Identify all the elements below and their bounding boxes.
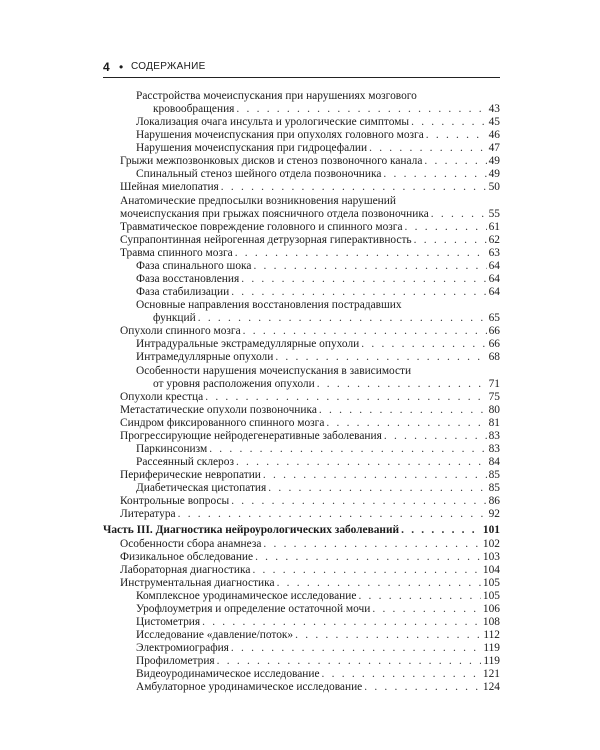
toc-entry[interactable]: Локализация очага инсульта и урологические симптомы . . . 45 xyxy=(136,115,500,129)
toc-entry[interactable]: Травма спинного мозга . . . 63 xyxy=(120,246,500,260)
toc-entry[interactable]: Исследование «давление/поток» . . . 112 xyxy=(136,628,500,642)
toc-entry[interactable]: Фаза восстановления . . . 64 xyxy=(136,272,500,286)
toc-entry[interactable]: Рассеянный склероз . . . 84 xyxy=(136,455,500,469)
toc-entry[interactable]: Травматическое повреждение головного и спинного мозга . . . 61 xyxy=(120,220,500,234)
page-number: 4 xyxy=(103,60,110,74)
toc-entry[interactable]: функций . . . 65 xyxy=(153,311,500,325)
toc-entry[interactable]: Фаза спинального шока . . . 64 xyxy=(136,259,500,273)
toc-entry[interactable]: Контрольные вопросы . . . 86 xyxy=(120,494,500,508)
toc-entry[interactable]: Синдром фиксированного спинного мозга . . . 81 xyxy=(120,416,500,430)
toc-entry[interactable]: Электромиография . . . 119 xyxy=(136,641,500,655)
toc-entry[interactable]: Диабетическая цистопатия . . . 85 xyxy=(136,481,500,495)
toc-entry[interactable]: Метастатические опухоли позвоночника . . . 80 xyxy=(120,403,500,417)
toc-entry[interactable]: Нарушения мочеиспускания при гидроцефалии . . . 47 xyxy=(136,141,500,155)
toc-entry[interactable]: Прогрессирующие нейродегенеративные заболевания . . . 83 xyxy=(120,429,500,443)
toc-entry[interactable]: Инструментальная диагностика . . . 105 xyxy=(120,576,500,590)
toc-entry[interactable]: Интрамедуллярные опухоли . . . 68 xyxy=(136,350,500,364)
toc-part-heading[interactable]: Часть III. Диагностика нейроурологических заболеваний . . . 101 xyxy=(103,523,500,537)
toc-entry[interactable]: Особенности сбора анамнеза . . . 102 xyxy=(120,537,500,551)
toc-entry[interactable]: Фаза стабилизации . . . 64 xyxy=(136,285,500,299)
toc-entry[interactable]: Опухоли спинного мозга . . . 66 xyxy=(120,324,500,338)
toc-entry-line1: Расстройства мочеиспускания при нарушениях мозгового xyxy=(136,90,417,102)
header-rule xyxy=(103,77,500,78)
toc-entry[interactable]: Интрадуральные экстрамедуллярные опухоли . . . 66 xyxy=(136,337,500,351)
toc-entry[interactable]: Урофлоуметрия и определение остаточной мочи . . . 106 xyxy=(136,602,500,616)
toc-entry-line1: Особенности нарушения мочеиспускания в зависимости xyxy=(136,365,412,377)
running-header xyxy=(103,60,500,76)
toc-entry[interactable]: Периферические невропатии . . . 85 xyxy=(120,468,500,482)
toc-entry[interactable]: Цистометрия . . . 108 xyxy=(136,615,500,629)
bullet-icon: • xyxy=(119,60,124,74)
toc-entry[interactable]: Супрапонтинная нейрогенная детрузорная гиперактивность . . . 62 xyxy=(120,233,500,247)
toc-entry[interactable]: Физикальное обследование . . . 103 xyxy=(120,550,500,564)
toc-entry[interactable]: Лабораторная диагностика . . . 104 xyxy=(120,563,500,577)
toc-entry[interactable]: Паркинсонизм . . . 83 xyxy=(136,442,500,456)
toc-entry[interactable]: Опухоли крестца . . . 75 xyxy=(120,390,500,404)
running-title: СОДЕРЖАНИЕ xyxy=(131,61,206,72)
toc-entry[interactable]: Комплексное уродинамическое исследование . . . 105 xyxy=(136,589,500,603)
toc-entry[interactable]: мочеиспускания при грыжах поясничного отдела позвоночника . . . 55 xyxy=(120,207,500,221)
toc-entry[interactable]: от уровня расположения опухоли . . . 71 xyxy=(153,377,500,391)
toc-entry[interactable]: Профилометрия . . . 119 xyxy=(136,654,500,668)
toc-entry-line1: Анатомические предпосылки возникновения нарушений xyxy=(120,195,396,207)
toc-entry[interactable]: Шейная миелопатия . . . 50 xyxy=(120,180,500,194)
toc-entry[interactable]: Амбулаторное уродинамическое исследование . . . 124 xyxy=(136,680,500,694)
toc-entry-line1: Основные направления восстановления пострадавших xyxy=(136,299,402,311)
toc-entry[interactable]: Видеоуродинамическое исследование . . . 121 xyxy=(136,667,500,681)
toc-entry[interactable]: Литература . . . 92 xyxy=(120,507,500,521)
toc-entry[interactable]: Спинальный стеноз шейного отдела позвоночника . . . 49 xyxy=(136,167,500,181)
toc-entry[interactable]: кровообращения . . . 43 xyxy=(153,102,500,116)
toc-entry[interactable]: Нарушения мочеиспускания при опухолях головного мозга . . . 46 xyxy=(136,128,500,142)
toc-entry[interactable]: Грыжи межпозвонковых дисков и стеноз позвоночного канала . . . 49 xyxy=(120,154,500,168)
